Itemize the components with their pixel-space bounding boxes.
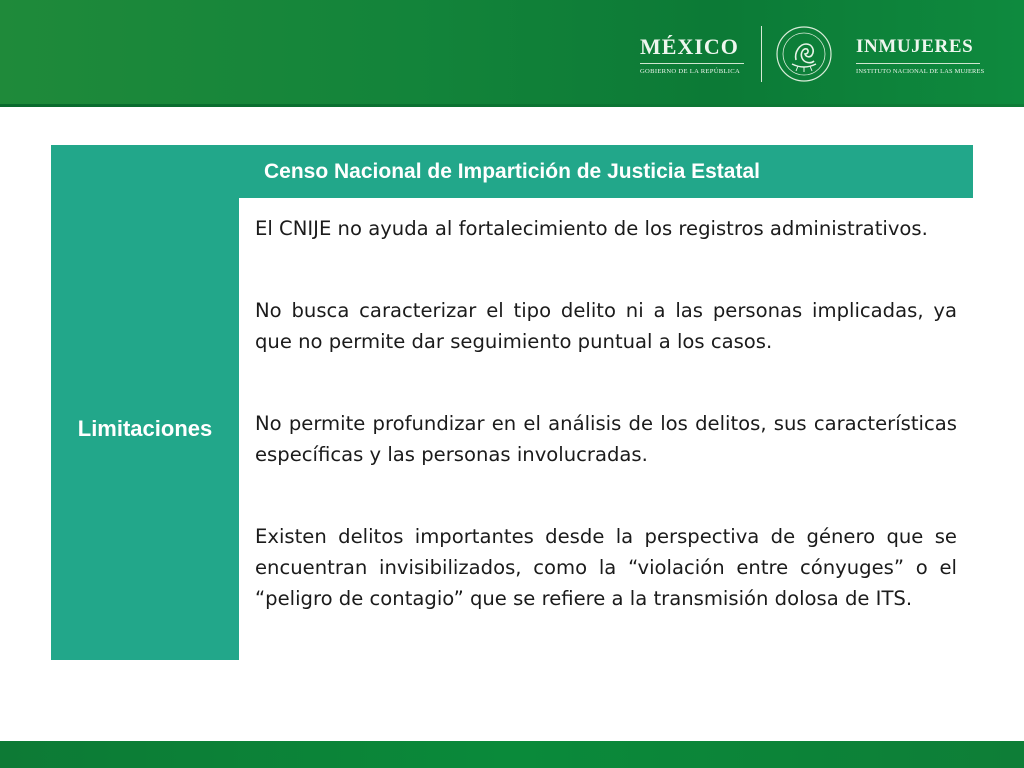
mexico-logo-rule [640,63,744,64]
limitation-item: No permite profundizar en el análisis de los delitos, sus características específicas y las personas involucradas. [255,412,957,466]
logo-divider [761,26,762,82]
inmujeres-logo-subtitle: INSTITUTO NACIONAL DE LAS MUJERES [856,68,985,75]
limitation-item: Existen delitos importantes desde la perspectiva de género que se encuentran invisibilizados, como la “violación entre cónyuges” o el “peligro de contagio” que se refiere a la transmisión dolosa de ITS. [255,525,957,610]
limitation-item: No busca caracterizar el tipo delito ni a las personas implicadas, ya que no permite dar seguimiento puntual a los casos. [255,299,957,353]
coat-of-arms-icon [774,24,834,84]
inmujeres-logo-title: INMUJERES [856,36,974,57]
inmujeres-logo-rule [856,63,980,64]
top-banner [0,0,1024,107]
limitation-item: El CNIJE no ayuda al fortalecimiento de los registros administrativos. [255,217,928,240]
row-label-limitaciones: Limitaciones [51,198,239,660]
table-title: Censo Nacional de Impartición de Justicia Estatal [51,145,973,198]
bottom-bar [0,741,1024,768]
limitations-list [255,213,957,614]
mexico-logo-title: MÉXICO [640,34,739,59]
mexico-logo [640,34,750,75]
mexico-logo-subtitle: GOBIERNO DE LA REPÚBLICA [640,68,741,75]
inmujeres-logo [856,35,986,75]
